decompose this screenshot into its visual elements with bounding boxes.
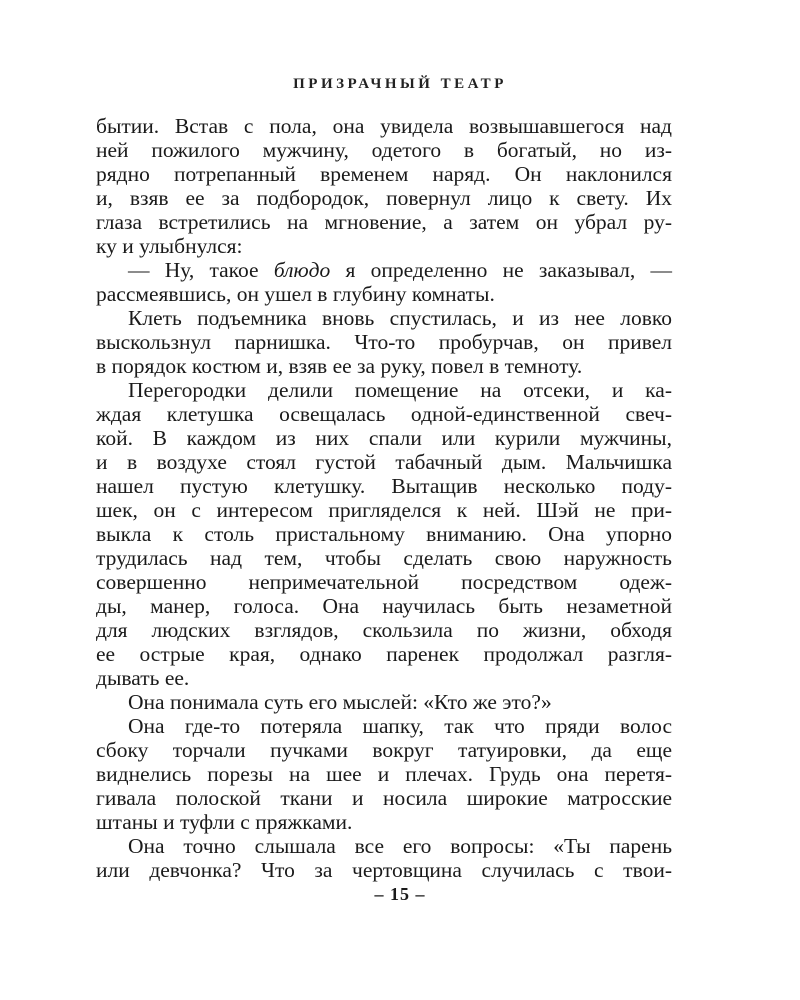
text-line: Перегородки делили помещение на отсеки, и ка- (128, 378, 672, 402)
text-line: рассмеявшись, он ушел в глубину комнаты. (96, 282, 495, 306)
text-line: Клеть подъемника вновь спустилась, и из нее ловко (128, 306, 672, 330)
text-line: ней пожилого мужчину, одетого в богатый, но из- (96, 138, 672, 162)
page-number: – 15 – (374, 884, 426, 904)
text-line: трудилась над тем, чтобы сделать свою наружность (96, 546, 672, 570)
text-line: сбоку торчали пучками вокруг татуировки, да еще (96, 738, 672, 762)
text-line: и, взяв ее за подбородок, повернул лицо к свету. Их (96, 186, 672, 210)
text-line: ее острые края, однако паренек продолжал разгля- (96, 642, 672, 666)
dialogue-part: я определенно не заказывал, — (330, 258, 673, 282)
text-line: выкла к столь пристальному вниманию. Она упорно (96, 522, 672, 546)
running-head: ПРИЗРАЧНЫЙ ТЕАТР (293, 76, 507, 92)
text-line: ку и улыбнулся: (96, 234, 243, 258)
text-line: в порядок костюм и, взяв ее за руку, повел в темноту. (96, 354, 583, 378)
body-text (96, 114, 672, 882)
text-line: виднелись порезы на шее и плечах. Грудь она перетя- (96, 762, 672, 786)
text-line: для людских взглядов, скользила по жизни, обходя (96, 618, 672, 642)
text-line: штаны и туфли с пряжками. (96, 810, 353, 834)
text-line: ды, манер, голоса. Она научилась быть незаметной (96, 594, 672, 618)
dialogue-part: — Ну, такое (128, 258, 274, 282)
text-line: Она понимала суть его мыслей: «Кто же это?» (128, 690, 552, 714)
text-line-dialogue (96, 258, 672, 282)
italic-word: блюдо (273, 258, 331, 282)
text-line: шек, он с интересом пригляделся к ней. Шэй не при- (96, 498, 672, 522)
text-line: и в воздухе стоял густой табачный дым. Мальчишка (96, 450, 672, 474)
text-line: выскользнул парнишка. Что-то пробурчав, он привел (96, 330, 672, 354)
text-line: или девчонка? Что за чертовщина случилась с твои- (96, 858, 672, 882)
text-line: Она точно слышала все его вопросы: «Ты парень (128, 834, 672, 858)
text-line: рядно потрепанный временем наряд. Он наклонился (96, 162, 672, 186)
text-line: совершенно непримечательной посредством одеж- (96, 570, 672, 594)
text-line: глаза встретились на мгновение, а затем он убрал ру- (96, 210, 672, 234)
text-line: гивала полоской ткани и носила широкие матросские (96, 786, 672, 810)
text-line: нашел пустую клетушку. Вытащив несколько поду- (96, 474, 672, 498)
text-line: бытии. Встав с пола, она увидела возвышавшегося над (96, 114, 672, 138)
text-line: Она где-то потеряла шапку, так что пряди волос (128, 714, 672, 738)
text-line: кой. В каждом из них спали или курили мужчины, (96, 426, 672, 450)
text-line: дывать ее. (96, 666, 190, 690)
text-line: ждая клетушка освещалась одной-единственной свеч- (96, 402, 672, 426)
